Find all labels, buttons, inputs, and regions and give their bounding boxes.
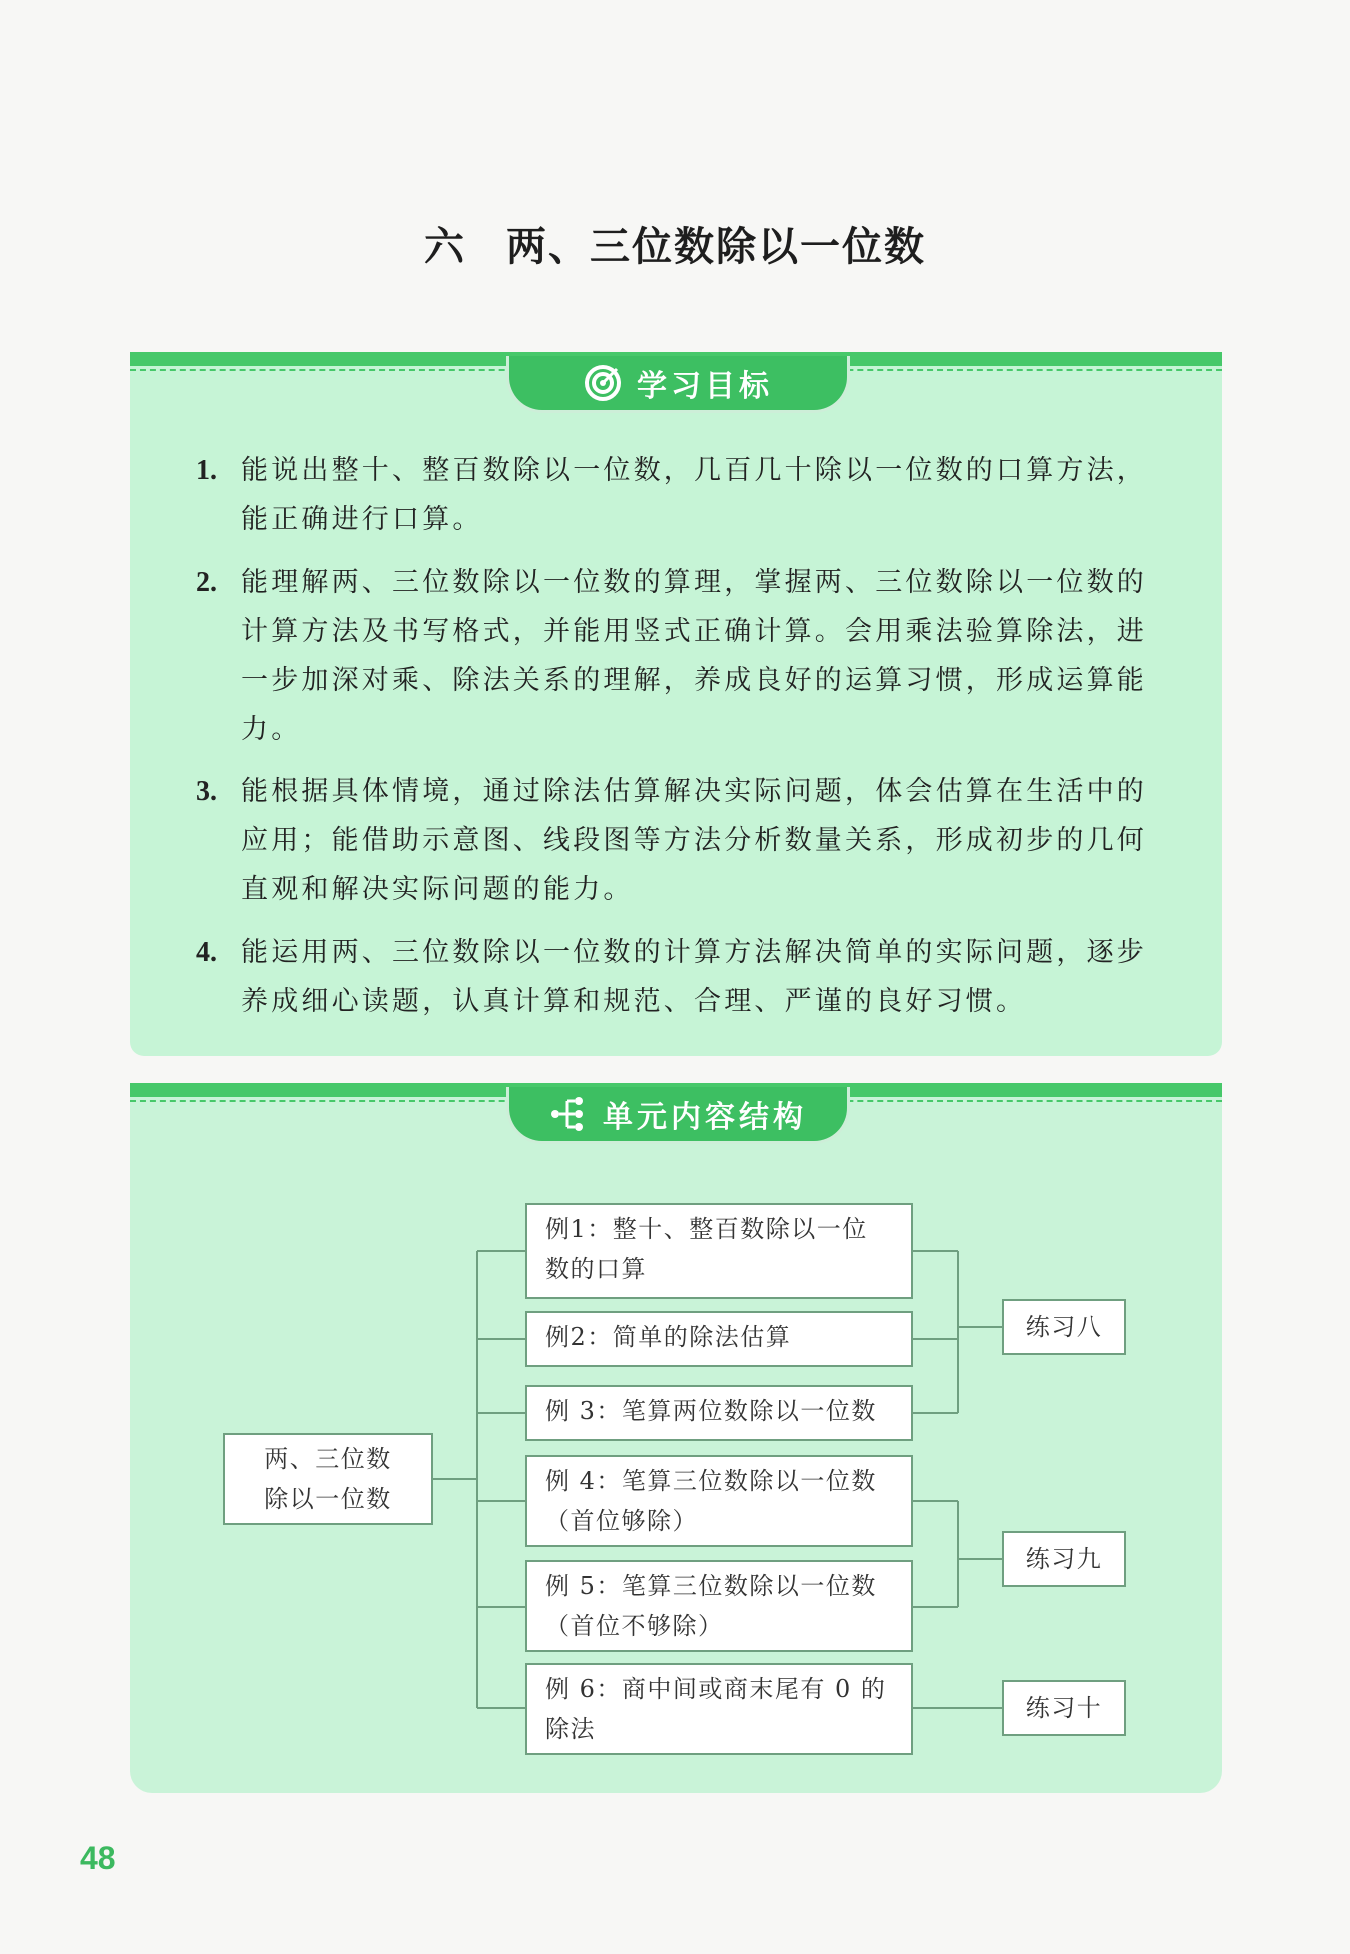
chapter-title (0, 215, 1350, 272)
example-box-2 (525, 1311, 913, 1367)
learning-goals-tab (506, 356, 850, 413)
unit-structure-heading: 单元内容结构 (603, 1100, 807, 1135)
unit-structure-panel (130, 1083, 1222, 1793)
practice-box-10: 练习十 (1002, 1680, 1126, 1736)
example-line-2: （首位不够除） (545, 1612, 724, 1640)
example-line-2: 数的口算 (545, 1255, 647, 1283)
example-box-4 (525, 1455, 913, 1547)
example-line-1: 例2：简单的除法估算 (545, 1323, 792, 1351)
goal-number: 4. (196, 937, 217, 968)
example-line-1: 例 3：笔算两位数除以一位数 (545, 1397, 877, 1425)
example-box-5 (525, 1560, 913, 1652)
example-line-2: （首位够除） (545, 1507, 698, 1535)
learning-goals-heading: 学习目标 (637, 369, 773, 404)
goal-text: 能说出整十、整百数除以一位数，几百几十除以一位数的口算方法，能正确进行口算。 (241, 455, 1147, 535)
goal-item-3 (196, 767, 1156, 914)
chapter-title-text: 两、三位数除以一位数 (506, 223, 926, 270)
goal-text: 能运用两、三位数除以一位数的计算方法解决简单的实际问题，逐步养成细心读题，认真计算和规范、合理、严谨的良好习惯。 (241, 937, 1147, 1017)
example-line-1: 例 4：笔算三位数除以一位数 (545, 1467, 877, 1495)
practice-box-8: 练习八 (1002, 1299, 1126, 1355)
page-number: 48 (80, 1840, 116, 1876)
example-line-1: 例 6：商中间或商末尾有 0 的 (545, 1675, 887, 1703)
goal-number: 2. (196, 567, 217, 598)
goal-item-4 (196, 928, 1156, 1026)
root-line-2: 除以一位数 (264, 1485, 392, 1513)
root-topic-box (223, 1433, 433, 1525)
goal-item-1 (196, 446, 1156, 544)
learning-goals-panel (130, 352, 1222, 1056)
chapter-number: 六 (424, 223, 466, 270)
example-box-6 (525, 1663, 913, 1755)
practice-box-9: 练习九 (1002, 1531, 1126, 1587)
goal-text: 能理解两、三位数除以一位数的算理，掌握两、三位数除以一位数的计算方法及书写格式，并能用竖式正确计算。会用乘法验算除法，进一步加深对乘、除法关系的理解，养成良好的运算习惯，形成运算能力。 (241, 567, 1147, 745)
example-box-3 (525, 1385, 913, 1441)
example-line-1: 例 5：笔算三位数除以一位数 (545, 1572, 877, 1600)
example-line-1: 例1：整十、整百数除以一位 (545, 1215, 868, 1243)
target-icon (583, 363, 623, 403)
goal-text: 能根据具体情境，通过除法估算解决实际问题，体会估算在生活中的应用；能借助示意图、线段图等方法分析数量关系，形成初步的几何直观和解决实际问题的能力。 (241, 776, 1147, 905)
example-box-1 (525, 1203, 913, 1299)
goal-number: 1. (196, 455, 217, 486)
root-line-1: 两、三位数 (264, 1445, 392, 1473)
goal-item-2 (196, 558, 1156, 754)
example-line-2: 除法 (545, 1715, 596, 1743)
goal-number: 3. (196, 776, 217, 807)
